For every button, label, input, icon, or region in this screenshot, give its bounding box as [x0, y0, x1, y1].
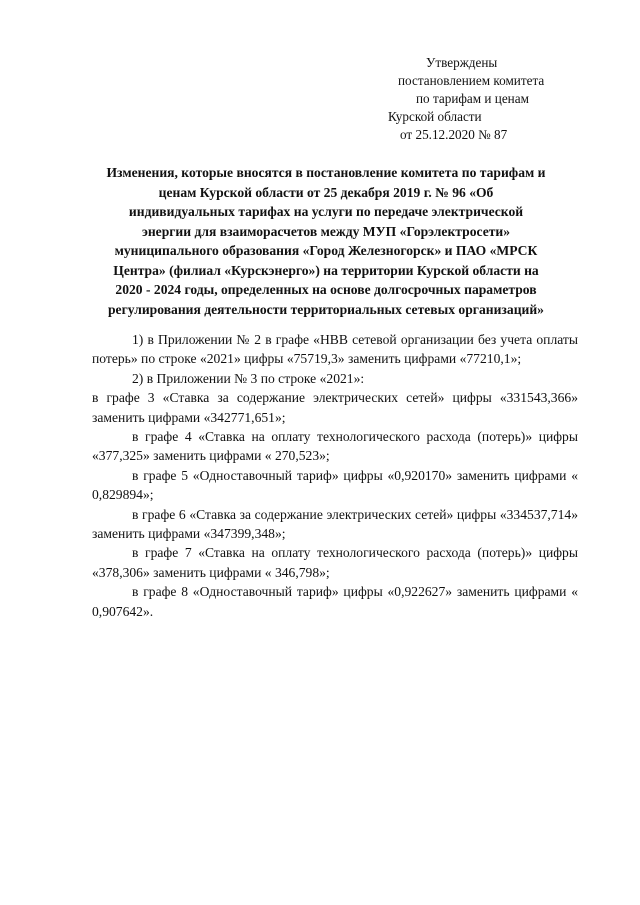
- paragraph-column-4: в графе 4 «Ставка на оплату технологического расхода (потерь)» цифры «377,325» заменить цифрами « 270,523»;: [92, 429, 578, 464]
- approval-line: постановлением комитета: [398, 73, 545, 88]
- paragraph-column-3: в графе 3 «Ставка за содержание электрических сетей» цифры «331543,366» заменить цифрами «342771,651»;: [92, 390, 578, 425]
- paragraph-item-1: 1) в Приложении № 2 в графе «НВВ сетевой организации без учета оплаты потерь» по строке «2021» цифры «75719,3» заменить цифрами «77210,1»;: [92, 332, 578, 367]
- document-title: Изменения, которые вносятся в постановление комитета по тарифам и ценам Курской области от 25 декабря 2019 г. № 96 «Об индивидуальных тарифах на услуги по передаче электрической энергии для взаиморасчетов между МУП «Горэлектросети» муниципального образования «Город Железногорск» и ПАО «МРСК Центра» (филиал «Курскэнерго») на территории Курской области на 2020 - 2024 годы, определенных на основе долгосрочных параметров регулирования деятельности территориальных сетевых организаций»: [106, 165, 546, 317]
- approval-line: от 25.12.2020 № 87: [400, 127, 508, 142]
- paragraph-column-7: в графе 7 «Ставка на оплату технологического расхода (потерь)» цифры «378,306» заменить цифрами « 346,798»;: [92, 545, 578, 580]
- approval-line: Утверждены: [426, 55, 498, 70]
- paragraph-column-8: в графе 8 «Одноставочный тариф» цифры «0,922627» заменить цифрами « 0,907642».: [92, 584, 578, 619]
- paragraph-column-5: в графе 5 «Одноставочный тариф» цифры «0,920170» заменить цифрами « 0,829894»;: [92, 467, 578, 503]
- approval-line: Курской области: [388, 109, 482, 124]
- approval-stamp: [388, 54, 588, 144]
- paragraph-item-2: 2) в Приложении № 3 по строке «2021»:: [132, 370, 365, 386]
- paragraph-column-6: в графе 6 «Ставка за содержание электрических сетей» цифры «334537,714» заменить цифрами «347399,348»;: [92, 506, 578, 542]
- approval-line: по тарифам и ценам: [416, 91, 529, 106]
- document-body: [92, 330, 578, 621]
